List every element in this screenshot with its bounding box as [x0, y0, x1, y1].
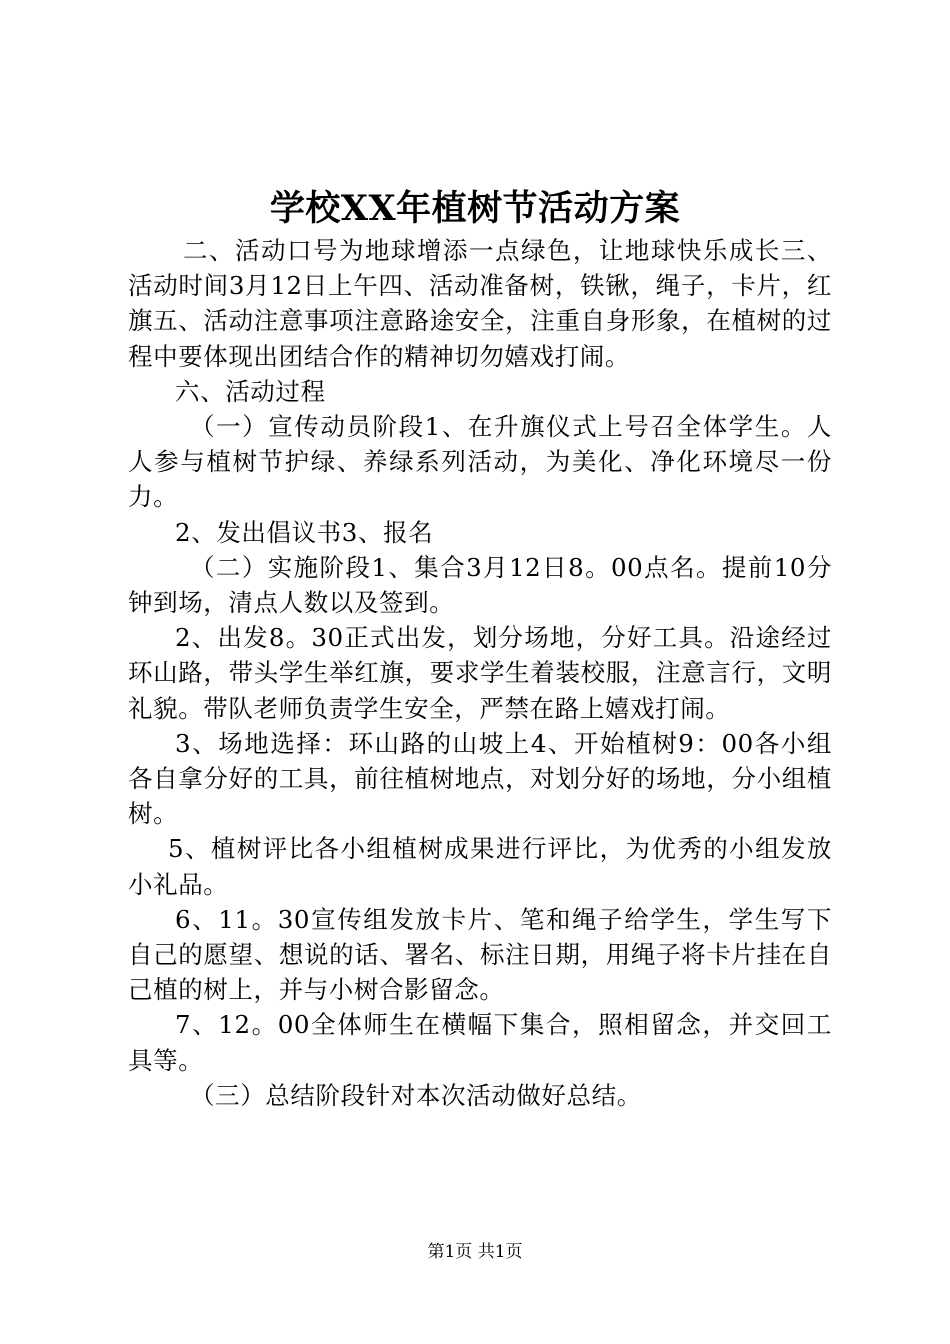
paragraph-section-six-heading: 六、活动过程 [175, 376, 326, 406]
paragraph-evaluation: 5、植树评比各小组植树成果进行评比，为优秀的小组发放小礼品。 [128, 834, 832, 899]
paragraph-slogan-time-preparation: 二、活动口号为地球增添一点绿色，让地球快乐成长三、活动时间3月12日上午四、活动准备树，铁锹，绳子，卡片，红旗五、活动注意事项注意路途安全，注重自身形象，在植树的过程中要体现出团结合作的精神切勿嬉戏打闹。 [128, 236, 832, 371]
paragraph-proposal-signup: 2、发出倡议书3、报名 [175, 517, 434, 547]
document-title: 学校XX年植树节活动方案 [269, 188, 681, 229]
page-footer: 第1页 共1页 [427, 1242, 523, 1262]
paragraph-assembly: 7、12。00全体师生在横幅下集合，照相留念，并交回工具等。 [128, 1010, 832, 1075]
document-body [128, 233, 832, 1113]
paragraph-depart: 2、出发8。30正式出发，划分场地，分好工具。沿途经过环山路，带头学生举红旗，要求学生着装校服，注意言行，文明礼貌。带队老师负责学生安全，严禁在路上嬉戏打闹。 [128, 623, 832, 723]
paragraph-phase-two-gather: （二）实施阶段1、集合3月12日8。00点名。提前10分钟到场，清点人数以及签到。 [128, 552, 832, 618]
paragraph-phase-three: （三）总结阶段针对本次活动做好总结。 [190, 1080, 642, 1110]
paragraph-site-planting: 3、场地选择：环山路的山坡上4、开始植树9：00各小组各自拿分好的工具，前往植树地点，对划分好的场地，分小组植树。 [128, 728, 832, 829]
paragraph-cards: 6、11。30宣传组发放卡片、笔和绳子给学生，学生写下自己的愿望、想说的话、署名、标注日期，用绳子将卡片挂在自己植的树上，并与小树合影留念。 [128, 904, 832, 1005]
paragraph-phase-one: （一）宣传动员阶段1、在升旗仪式上号召全体学生。人人参与植树节护绿、养绿系列活动，为美化、净化环境尽一份力。 [128, 412, 832, 512]
